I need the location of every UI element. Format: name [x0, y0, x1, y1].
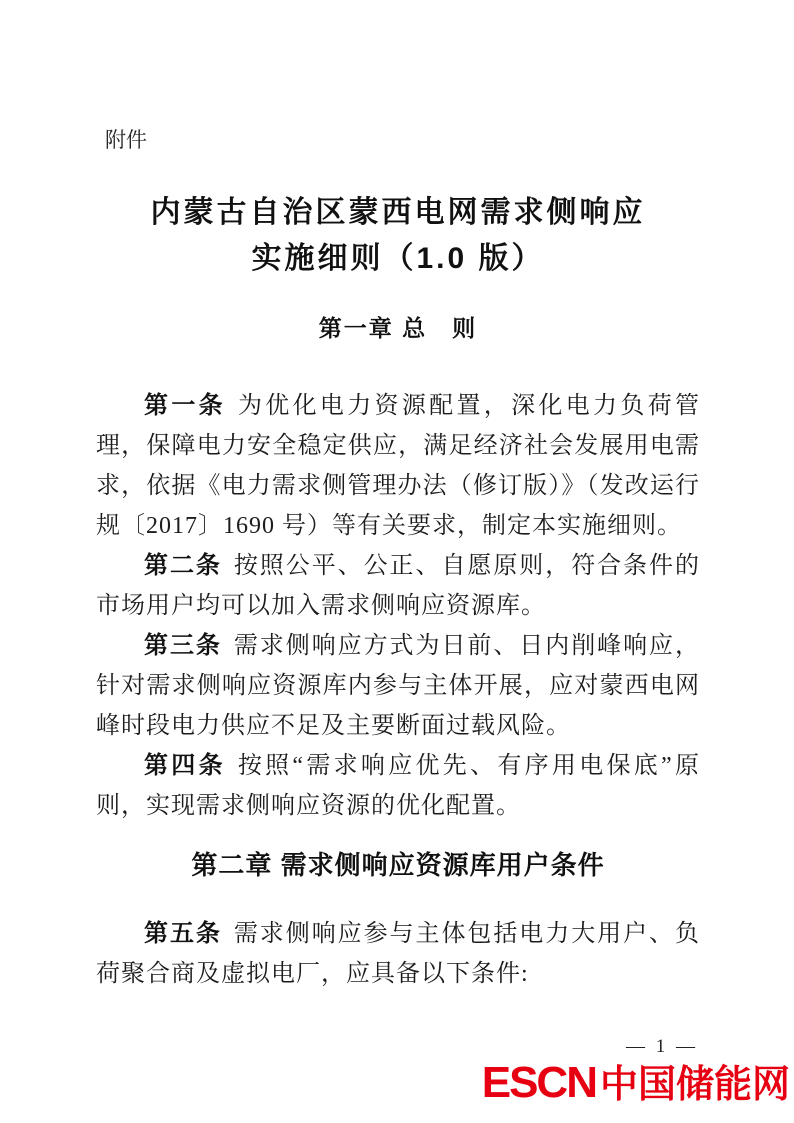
document-title-line-2: 实施细则（1.0 版）	[251, 242, 545, 275]
article-2-text: 按照公平、公正、自愿原则，符合条件的市场用户均可以加入需求侧响应资源库。	[96, 553, 701, 619]
chapter-1-heading: 第一章 总 则	[318, 315, 478, 341]
article-5-number: 第五条	[144, 920, 222, 947]
logo-text-chinese: 中国储能网	[599, 1064, 790, 1106]
chapter-2-heading: 第二章 需求侧响应资源库用户条件	[191, 850, 605, 880]
document-content	[96, 126, 700, 994]
article-5-text: 需求侧响应参与主体包括电力大用户、负荷聚合商及虚拟电厂，应具备以下条件:	[96, 921, 701, 987]
attachment-label: 附件	[105, 128, 147, 152]
article-1-paragraph	[96, 386, 700, 546]
page-number: — 1 —	[626, 1036, 698, 1057]
article-3-paragraph	[96, 626, 700, 746]
document-title	[96, 190, 700, 282]
logo-text-latin: ESCN	[481, 1058, 596, 1107]
article-4-number: 第四条	[144, 752, 226, 779]
article-1-text: 为优化电力资源配置，深化电力负荷管理，保障电力安全稳定供应，满足经济社会发展用电需求，依据《电力需求侧管理办法（修订版）》（发改运行规〔2017〕1690 号）等有关要求，制定本实施细则。	[96, 393, 701, 539]
article-1-number: 第一条	[144, 392, 226, 419]
escn-logo	[482, 1060, 790, 1108]
document-title-line-1: 内蒙古自治区蒙西电网需求侧响应	[150, 196, 646, 229]
article-2-paragraph	[96, 546, 700, 626]
article-3-number: 第三条	[144, 632, 222, 659]
article-5-paragraph	[96, 914, 700, 994]
article-4-paragraph	[96, 746, 700, 826]
article-3-text: 需求侧响应方式为日前、日内削峰响应，针对需求侧响应资源库内参与主体开展，应对蒙西电网峰时段电力供应不足及主要断面过载风险。	[96, 633, 701, 739]
article-4-text: 按照“需求响应优先、有序用电保底”原则，实现需求侧响应资源的优化配置。	[96, 753, 700, 819]
article-2-number: 第二条	[144, 552, 222, 579]
